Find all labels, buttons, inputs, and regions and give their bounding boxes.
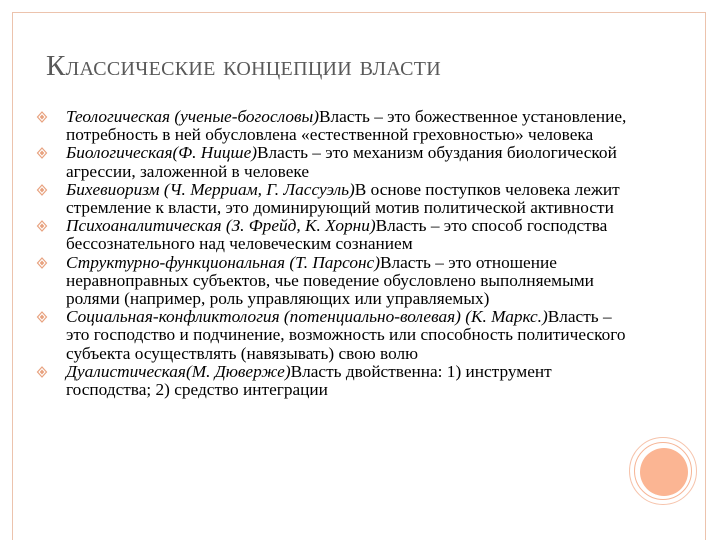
theory-name: Бихевиоризм (Ч. Мерриам, Г. Лассуэль) <box>66 179 355 199</box>
theory-name: Социальная-конфликтология (потенциально-волевая) (К. Маркс.) <box>66 307 548 327</box>
theory-description: В основе поступков человека лежит стремление к власти, это доминирующий мотив политической активности <box>66 179 620 218</box>
list-item <box>36 181 636 217</box>
theory-description: Власть – это божественное установление, потребность в ней обусловлена «естественной греховностью» человека <box>66 107 627 145</box>
bullet-icon <box>36 184 48 196</box>
list-item <box>36 363 636 399</box>
list-item <box>36 217 636 253</box>
bullet-icon <box>36 257 48 269</box>
concepts-list <box>36 108 636 399</box>
theory-name: Дуалистическая(М. Дюверже) <box>66 361 291 381</box>
slide-title: Классические концепции власти <box>46 50 441 82</box>
list-item <box>36 254 636 309</box>
theory-description: Власть – это отношение неравноправных субъектов, чье поведение обусловлено выполняемыми ролями (например, роль управляющих или управляемых) <box>66 252 594 309</box>
theory-description: Власть – это господство и подчинение, возможность или способность политического субъекта осуществлять (навязывать) свою волю <box>66 307 626 363</box>
bullet-icon <box>36 311 48 323</box>
theory-name: Теологическая (ученые-богословы) <box>66 107 319 126</box>
theory-description: Власть – это механизм обуздания биологической агрессии, заложенной в человеке <box>66 143 617 181</box>
list-item <box>36 108 636 144</box>
theory-name: Биологическая(Ф. Ницше) <box>66 143 258 163</box>
theory-name: Структурно-функциональная (Т. Парсонс) <box>66 252 380 272</box>
list-item <box>36 144 636 180</box>
list-item <box>36 308 636 363</box>
bullet-icon <box>36 111 48 123</box>
decorative-circle <box>640 448 688 496</box>
bullet-icon <box>36 147 48 159</box>
bullet-icon <box>36 220 48 232</box>
bullet-icon <box>36 366 48 378</box>
theory-description: Власть двойственна: 1) инструмент господства; 2) средство интеграции <box>66 361 552 400</box>
theory-description: Власть – это способ господства бессознательного над человеческим сознанием <box>66 216 608 254</box>
theory-name: Психоаналитическая (З. Фрейд, К. Хорни) <box>66 216 376 236</box>
